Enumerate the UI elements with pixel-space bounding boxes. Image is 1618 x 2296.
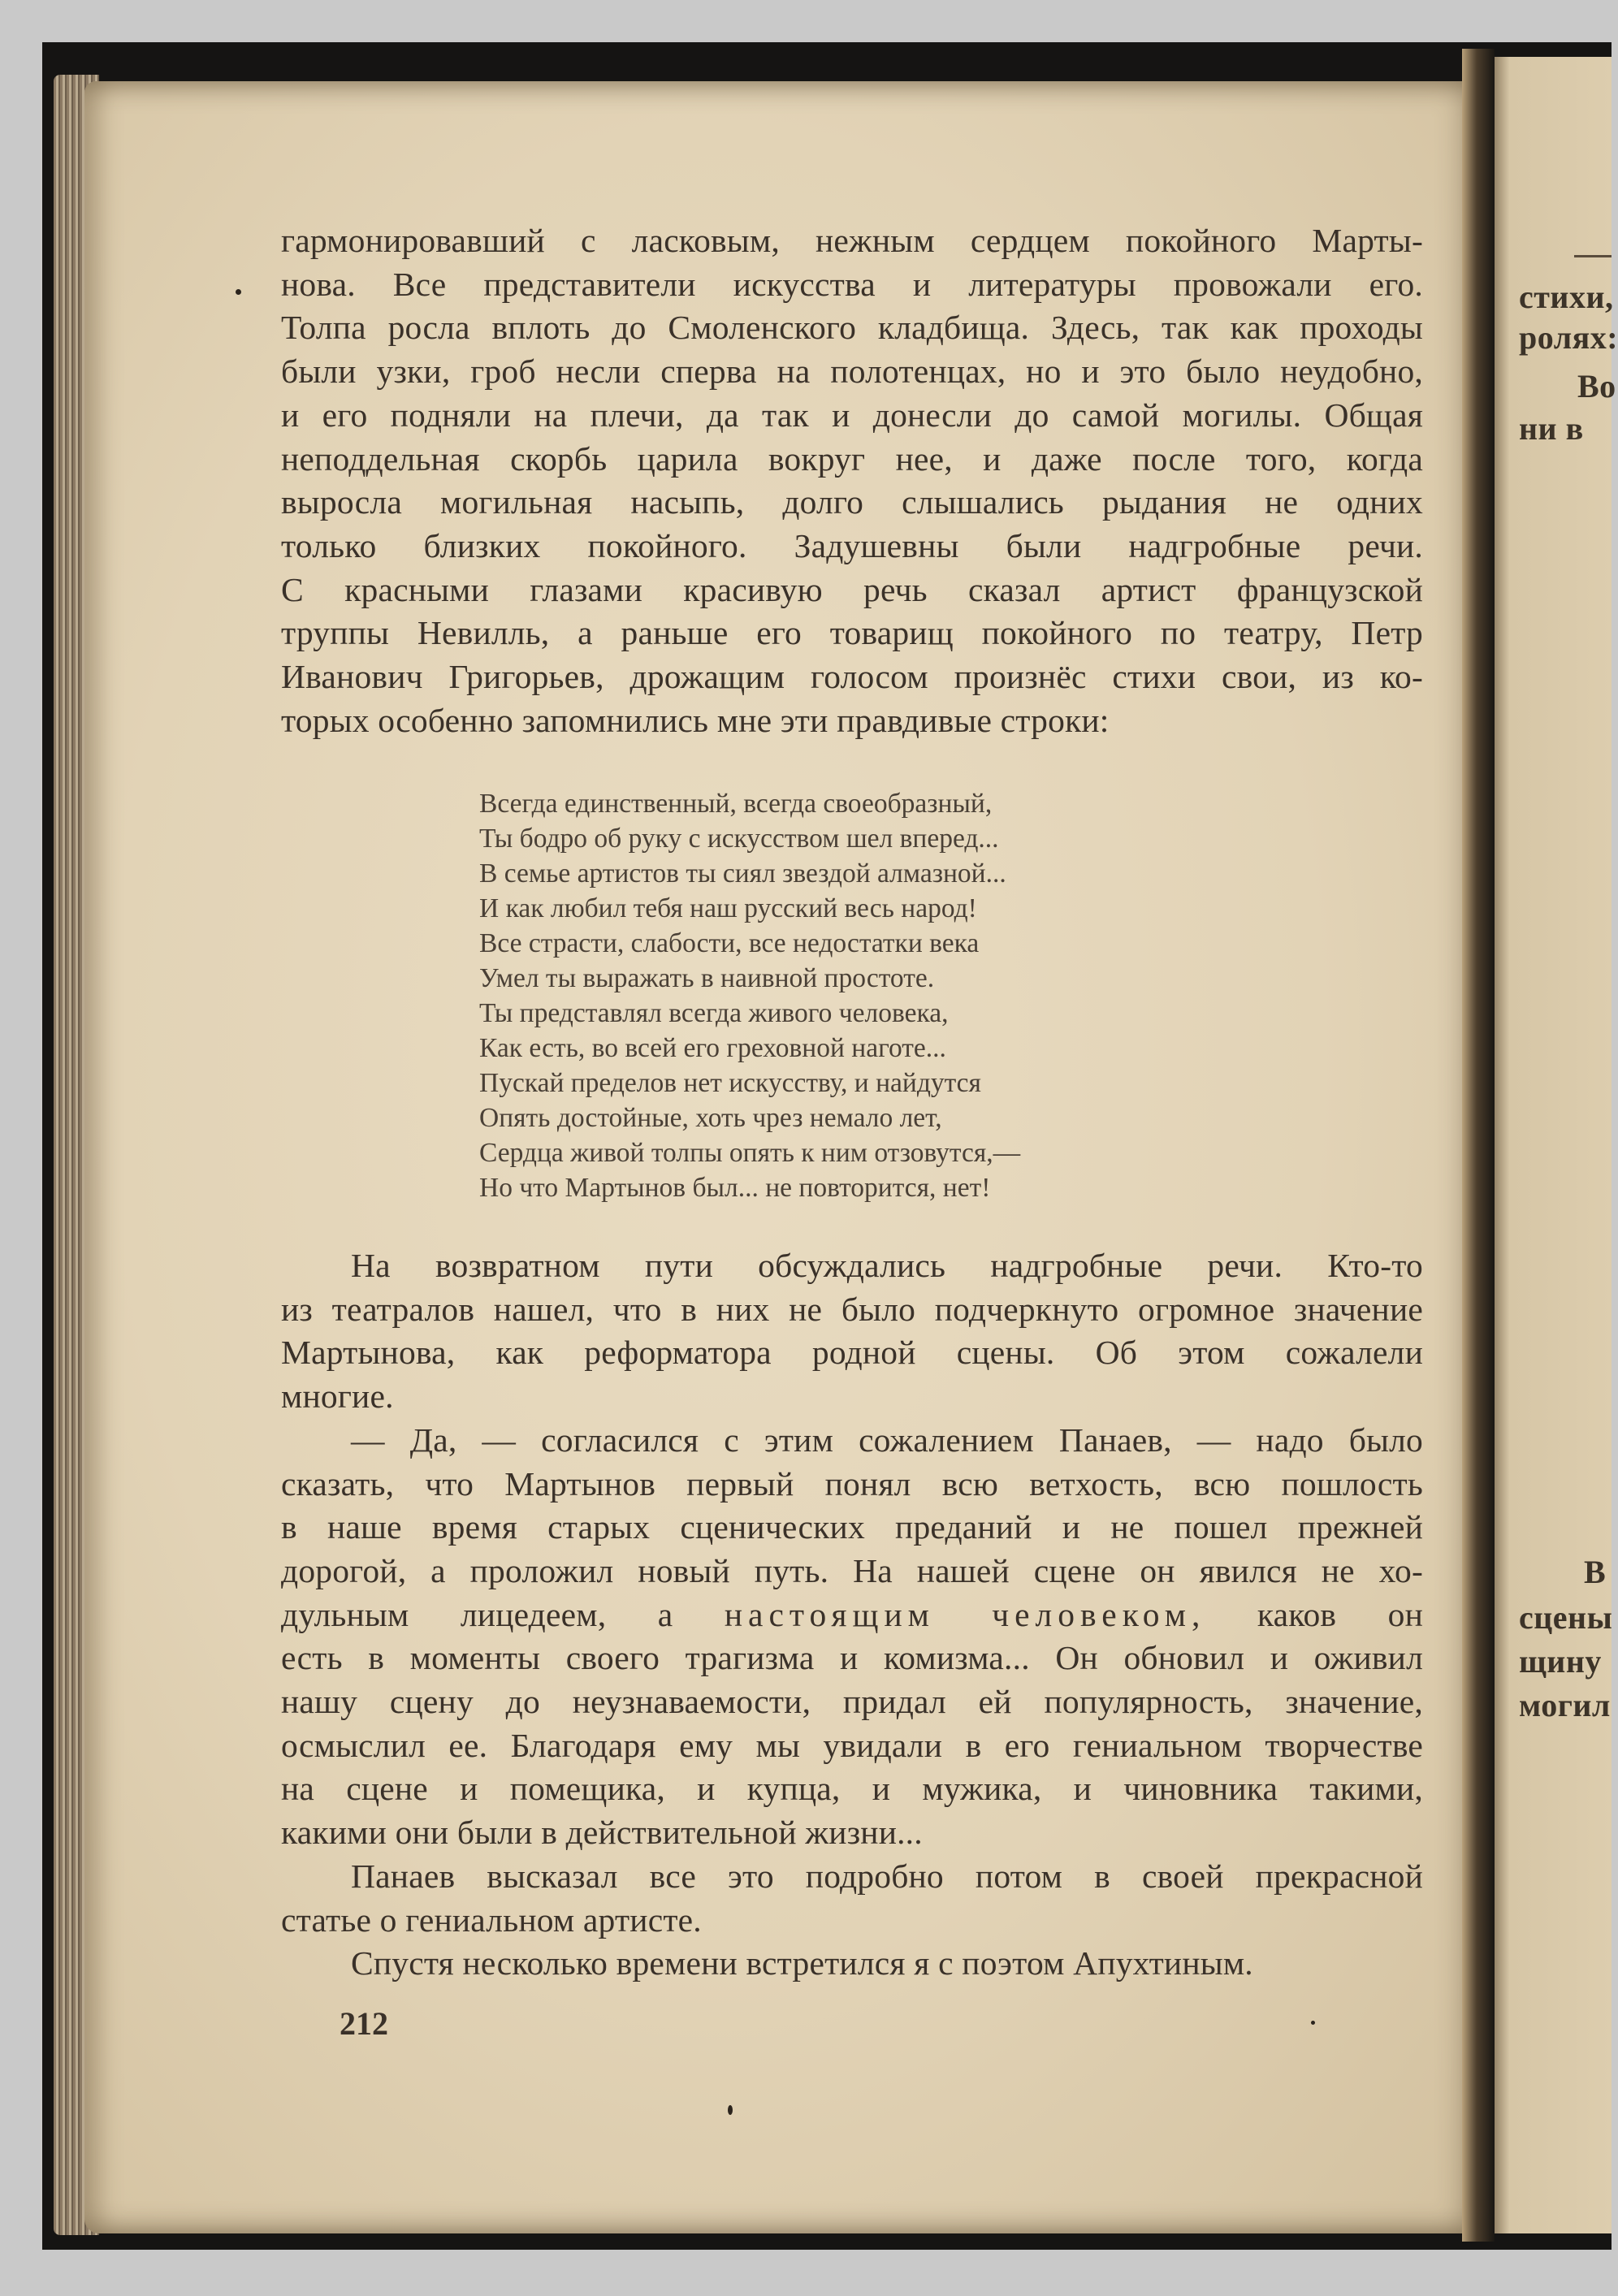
facing-fragment: щину xyxy=(1519,1643,1602,1680)
text-line: На возвратном пути обсуждались надгробные речи. Кто-то xyxy=(351,1247,1423,1284)
poem-line: Всегда единственный, всегда своеобразный, xyxy=(479,789,993,819)
facing-page-rule xyxy=(1574,255,1612,257)
poem-line: В семье артистов ты сиял звездой алмазной... xyxy=(479,858,1006,889)
text-line: — Да, — согласился с этим сожалением Панаев, — надо было xyxy=(351,1420,1423,1459)
text-line: неподдельная скорбь царила вокруг нее, и даже после того, когда xyxy=(281,439,1423,478)
poem-line: Ты представлял всегда живого человека, xyxy=(479,998,949,1028)
text-line: Мартынова, как реформатора родной сцены. Об этом сожалели xyxy=(281,1334,1423,1372)
paragraphs-after-poem xyxy=(281,1244,1423,1986)
poem-quote xyxy=(479,786,1251,1205)
text-line: нова. Все представители искусства и литературы провожали его. xyxy=(281,265,1423,303)
text-line: Спустя несколько времени встретился я с поэтом Апухтиным. xyxy=(351,1944,1253,1983)
text-line: в наше время старых сценических преданий и не пошел прежней xyxy=(281,1508,1423,1546)
poem-line: Все страсти, слабости, все недостатки века xyxy=(479,928,980,958)
poem-line: Но что Мартынов был... не повторится, нет! xyxy=(479,1173,991,1203)
text-line: на сцене и помещика, и купца, и мужика, и чиновника такими, xyxy=(281,1770,1423,1808)
text-span: дульным лицедеем, а xyxy=(281,1595,673,1633)
text-line: какими они были в действительной жизни... xyxy=(281,1814,923,1852)
facing-page xyxy=(1493,57,1618,2233)
facing-fragment: сцены xyxy=(1519,1599,1613,1636)
text-line: Иванович Григорьев, дрожащим голосом произнёс стихи свои, из ко- xyxy=(281,658,1423,696)
text-line: труппы Невилль, а раньше его товарищ покойного по театру, Петр xyxy=(281,614,1423,652)
facing-fragment: стихи, xyxy=(1519,279,1614,315)
page-number: 212 xyxy=(340,2005,388,2042)
text-line: торых особенно запомнились мне эти правдивые строки: xyxy=(281,701,1110,739)
poem-line: Опять достойные, хоть чрез немало лет, xyxy=(479,1103,942,1133)
text-line: гармонировавший с ласковым, нежным сердцем покойного Марты- xyxy=(281,222,1423,259)
text-line: из театралов нашел, что в них не было подчеркнуто огромное значение xyxy=(281,1290,1423,1328)
facing-fragment: ни в xyxy=(1519,410,1584,447)
text-line xyxy=(281,1593,1423,1637)
text-line: есть в моменты своего трагизма и комизма... Он обновил и оживил xyxy=(281,1639,1423,1677)
text-line: Толпа росла вплоть до Смоленского кладбища. Здесь, так как проходы xyxy=(281,309,1423,347)
text-span: каков он xyxy=(1257,1595,1424,1633)
poem-line: Ты бодро об руку с искусством шел вперед... xyxy=(479,824,999,854)
text-line: многие. xyxy=(281,1377,394,1416)
text-line: и его подняли на плечи, да так и донесли до самой могилы. Общая xyxy=(281,396,1423,434)
poem-line: Сердца живой толпы опять к ним отзовутся,— xyxy=(479,1138,1021,1168)
text-line: только близких покойного. Задушевны были надгробные речи. xyxy=(281,526,1423,564)
text-line: выросла могильная насыпь, долго слышались рыдания не одних xyxy=(281,483,1423,521)
emphasized-text: настоящим человеком, xyxy=(724,1595,1206,1633)
poem-line: Как есть, во всей его греховной наготе... xyxy=(479,1033,946,1063)
facing-fragment: В xyxy=(1584,1554,1607,1590)
poem-line: Пускай пределов нет искусству, и найдутся xyxy=(479,1068,981,1098)
ink-speck xyxy=(1311,2021,1315,2025)
text-line: С красными глазами красивую речь сказал артист французской xyxy=(281,570,1423,608)
page-gutter xyxy=(1462,49,1495,2242)
text-line: статье о гениальном артисте. xyxy=(281,1900,702,1939)
text-line: Панаев высказал все это подробно потом в своей прекрасной xyxy=(351,1857,1423,1895)
facing-fragment: могил xyxy=(1519,1687,1611,1723)
text-line: сказать, что Мартынов первый понял всю ветхость, всю пошлость xyxy=(281,1464,1423,1503)
facing-fragment: ролях: xyxy=(1519,319,1618,356)
text-line: нашу сцену до неузнаваемости, придал ей популярность, значение, xyxy=(281,1683,1423,1721)
poem-line: И как любил тебя наш русский весь народ! xyxy=(479,893,977,923)
ink-speck xyxy=(236,289,241,295)
text-line: были узки, гроб несли сперва на полотенцах, но и это было неудобно, xyxy=(281,352,1423,391)
text-line: осмыслил ее. Благодаря ему мы увидали в его гениальном творчестве xyxy=(281,1726,1423,1764)
poem-line: Умел ты выражать в наивной простоте. xyxy=(479,963,935,993)
facing-fragment: Во xyxy=(1577,368,1616,404)
paragraph-top xyxy=(281,219,1423,742)
text-line: дорогой, а проложил новый путь. На нашей сцене он явился не хо- xyxy=(281,1551,1423,1589)
ink-speck xyxy=(728,2105,733,2115)
